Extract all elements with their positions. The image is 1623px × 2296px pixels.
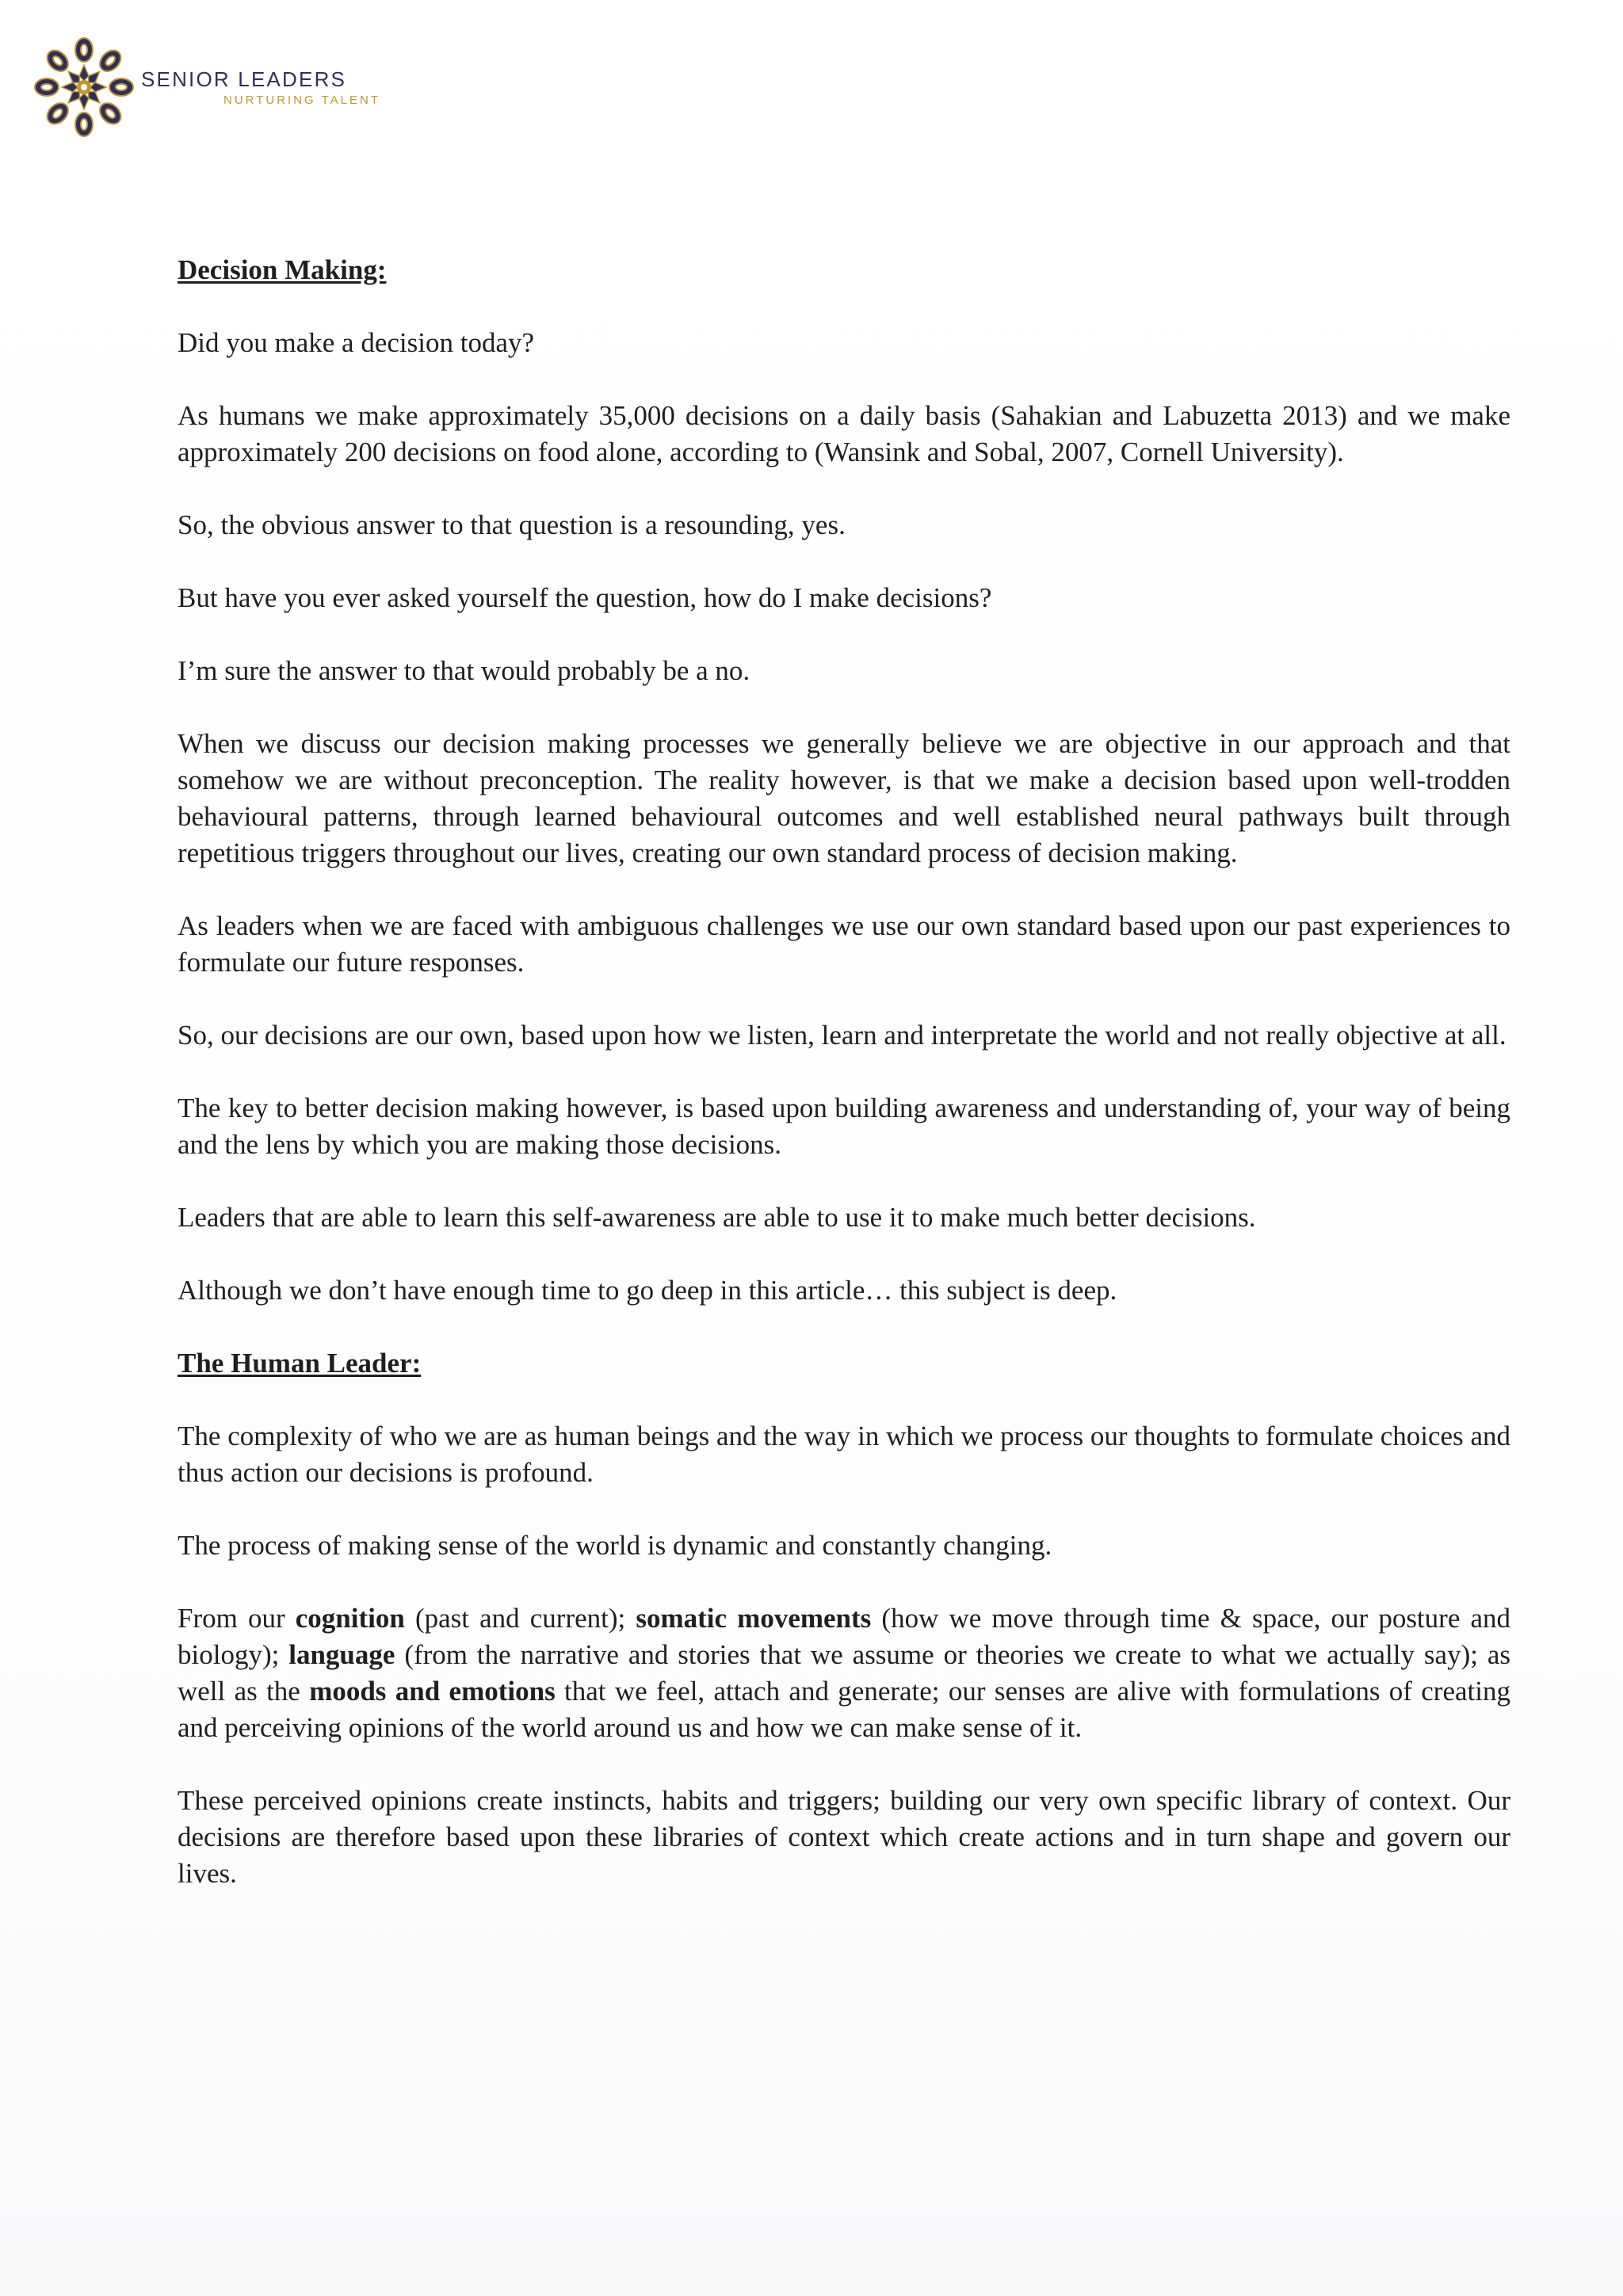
paragraph: The complexity of who we are as human beings and the way in which we process our thoughts to formulate choices and thus action our decisions is profound. [178,1421,1510,1488]
text-run: that we feel, attach and generate; our senses are alive with formulations of creating and perceiving opinions of the world around us and how we can make sense of it. [178,1676,1510,1743]
paragraph: Leaders that are able to learn this self-awareness are able to use it to make much better decisions. [178,1202,1256,1233]
paragraph: As leaders when we are faced with ambiguous challenges we use our own standard based upon our past experiences to formulate our future responses. [178,910,1510,978]
paragraph: Although we don’t have enough time to go deep in this article… this subject is deep. [178,1275,1117,1306]
bold-term-moods-and-emotions: moods and emotions [309,1676,556,1707]
paragraph: When we discuss our decision making processes we generally believe we are objective in our approach and that somehow we are without preconception. The reality however, is that we make a decision based upon well-trodden behavioural patterns, through learned behavioural outcomes and well established neural pathways built through repetitious triggers throughout our lives, creating our own standard process of decision making. [178,728,1510,868]
bold-term-somatic-movements: somatic movements [636,1603,872,1634]
text-run: (past and current); [404,1603,636,1634]
paragraph: So, our decisions are our own, based upon how we listen, learn and interpretate the world and not really objective at all. [178,1020,1507,1051]
paragraph: So, the obvious answer to that question is a resounding, yes. [178,509,846,540]
text-run: (from the narrative and stories that we assume or theories we create to what we actually say); as well as the [178,1639,1510,1707]
brand-header [32,32,444,143]
paragraph: But have you ever asked yourself the question, how do I make decisions? [178,582,992,613]
paragraph: The process of making sense of the world is dynamic and constantly changing. [178,1530,1052,1561]
text-run: (how we move through time & space, our posture and biology); [178,1603,1511,1670]
text-run: From our [178,1603,296,1634]
paragraph: As humans we make approximately 35,000 decisions on a daily basis (Sahakian and Labuzetta 2013) and we make approximately 200 decisions on food alone, according to (Wansink and Sobal, 2007, Cornell University). [178,400,1510,467]
section-heading-decision-making: Decision Making: [178,254,387,285]
bold-term-language: language [288,1639,395,1670]
brand-wordmark [141,69,380,106]
paragraph: The key to better decision making however, is based upon building awareness and understanding of, your way of being and the lens by which you are making those decisions. [178,1093,1510,1160]
paragraph-with-bold-terms [178,1600,1510,1746]
brand-tagline: NURTURING TALENT [223,93,381,107]
paragraph: Did you make a decision today? [178,327,535,358]
paragraph: I’m sure the answer to that would probably be a no. [178,655,750,686]
section-heading-human-leader: The Human Leader: [178,1348,422,1379]
bold-term-cognition: cognition [295,1603,405,1634]
paragraph: These perceived opinions create instincts, habits and triggers; building our very own specific library of context. Our decisions are therefore based upon these libraries of context which create actions and in turn shape and govern our lives. [178,1785,1510,1889]
article-body [178,252,1510,1928]
geometric-star-logo-icon [32,35,136,139]
brand-name: SENIOR LEADERS [141,67,347,91]
